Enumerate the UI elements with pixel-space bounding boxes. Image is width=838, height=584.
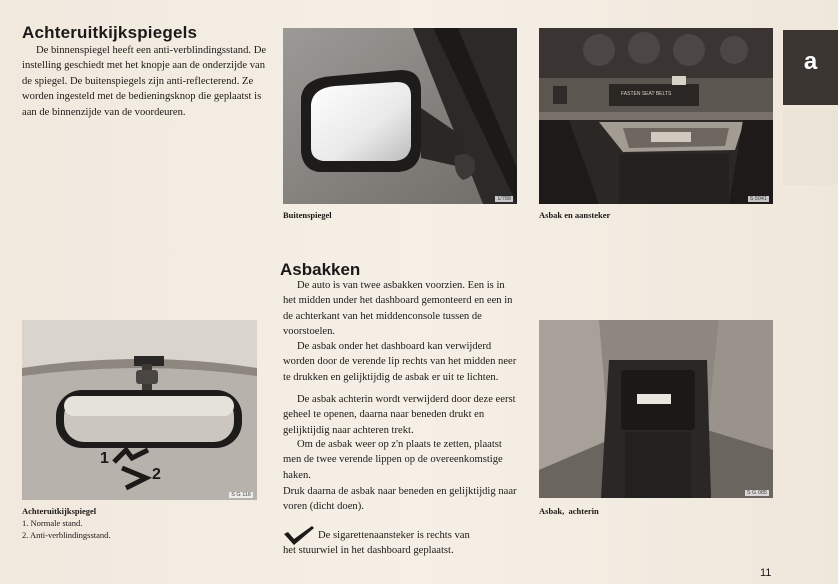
- ashtrays-paragraph-2: De asbak onder het dashboard kan verwijderd worden door de verende lip rechts van het midden neer te drukken en gelijktijdig de asbak er uit te lichten.: [283, 341, 517, 383]
- dash-label: FASTEN SEAT BELTS: [621, 91, 672, 97]
- mirrors-body: De binnenspiegel heeft een anti-verblindingsstand. De instelling geschiedt met het knopje aan de onderzijde van de spiegel. De buitenspiegels zijn anti-reflecterend. Ze worden ingesteld met de bedieningsknop die geplaatst is aan de binnenzijde van de voordeuren.: [22, 45, 267, 118]
- photo-code: S 5041: [749, 196, 767, 202]
- caption-outside-mirror: Buitenspiegel: [283, 210, 332, 220]
- photo-rear-ashtray: [539, 320, 773, 498]
- page-number: 11: [760, 567, 772, 579]
- chapter-tab-a: [783, 30, 838, 105]
- photo-code: S G 085: [746, 490, 767, 496]
- arrow-label-1: 1: [100, 450, 109, 467]
- legend-item: 2. Anti-verblindingsstand.: [22, 530, 111, 540]
- note-line-1: De sigarettenaansteker is rechts van: [318, 530, 470, 541]
- note-line-2: het stuurwiel in het dashboard geplaatst.: [283, 545, 454, 556]
- chapter-tab-label: a: [803, 48, 818, 75]
- legend-item: 1. Normale stand.: [22, 518, 83, 528]
- photo-code: S G 116: [231, 492, 251, 498]
- arrow-label-2: 2: [152, 466, 161, 483]
- section-title-ashtrays: Asbakken: [280, 260, 361, 279]
- section-title-mirrors: Achteruitkijkspiegels: [22, 23, 198, 42]
- caption-rear-ashtray: Asbak, achterin: [539, 506, 599, 516]
- ashtrays-paragraph-1: De auto is van twee asbakken voorzien. Een is in het midden under het dashboard gemonteerd en een in de achterkant van het middenconsole tussen de voorstoelen.: [283, 280, 513, 338]
- caption-interior-mirror: Achteruitkijkspiegel: [22, 506, 97, 516]
- ashtrays-paragraph-5: Druk daarna de asbak naar beneden en gelijktijdig naar voren (dicht doen).: [283, 486, 517, 513]
- interior-mirror-legend: [22, 517, 111, 541]
- ashtrays-paragraph-4: Om de asbak weer op z'n plaats te zetten, plaatst men de twee verende lippen op de overeenkomstige haken.: [283, 439, 503, 481]
- caption-ashtray-lighter: Asbak en aansteker: [539, 210, 611, 220]
- photo-outside-mirror: [283, 28, 517, 204]
- photo-ashtray-lighter: [539, 28, 773, 204]
- photo-code: 1/788: [497, 196, 511, 202]
- photo-interior-mirror: [22, 320, 257, 500]
- chapter-tab-inactive: [783, 110, 838, 185]
- ashtrays-paragraph-3: De asbak achterin wordt verwijderd door deze eerst geheel te openen, daarna naar beneden drukt en gelijktijdig naar achteren trekt.: [283, 394, 516, 436]
